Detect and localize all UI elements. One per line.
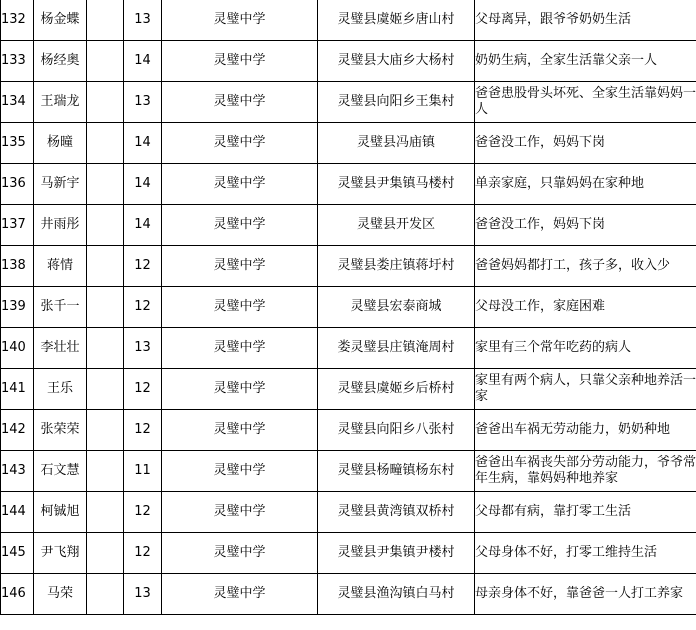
row-index-cell: 142 [1, 410, 34, 451]
situation-note-text: 爸爸出车祸无劳动能力，奶奶种地 [475, 422, 671, 437]
table-row [1, 246, 696, 287]
situation-note-cell [475, 533, 696, 574]
age-cell: 12 [124, 246, 162, 287]
school-cell: 灵璧中学 [162, 205, 318, 246]
age-cell: 14 [124, 123, 162, 164]
age-cell: 12 [124, 369, 162, 410]
student-name-cell: 尹飞翔 [34, 533, 87, 574]
situation-note-cell [475, 492, 696, 533]
age-cell: 12 [124, 533, 162, 574]
student-name-cell: 王瑞龙 [34, 82, 87, 123]
situation-note-text: 父母都有病，靠打零工生活 [475, 504, 632, 519]
row-index-cell: 143 [1, 451, 34, 492]
school-cell: 灵璧中学 [162, 410, 318, 451]
student-name-cell: 张千一 [34, 287, 87, 328]
address-cell: 灵璧县虞姬乡后桥村 [318, 369, 475, 410]
table-row [1, 82, 696, 123]
school-cell: 灵璧中学 [162, 246, 318, 287]
address-cell: 灵璧县向阳乡八张村 [318, 410, 475, 451]
row-index-cell: 134 [1, 82, 34, 123]
age-cell: 11 [124, 451, 162, 492]
student-name-cell: 杨经奥 [34, 41, 87, 82]
school-cell: 灵璧中学 [162, 574, 318, 615]
blank-cell [87, 451, 124, 492]
situation-note-text: 家里有三个常年吃药的病人 [475, 340, 632, 355]
situation-note-cell [475, 287, 696, 328]
blank-cell [87, 369, 124, 410]
address-cell: 灵璧县黄湾镇双桥村 [318, 492, 475, 533]
table-row [1, 287, 696, 328]
row-index-cell: 132 [1, 0, 34, 41]
situation-note-text: 母亲身体不好，靠爸爸一人打工养家 [475, 586, 684, 601]
age-cell: 12 [124, 410, 162, 451]
student-name-cell: 井雨彤 [34, 205, 87, 246]
school-cell: 灵璧中学 [162, 451, 318, 492]
student-name-cell: 马新宇 [34, 164, 87, 205]
school-cell: 灵璧中学 [162, 328, 318, 369]
blank-cell [87, 0, 124, 41]
table-row [1, 123, 696, 164]
blank-cell [87, 123, 124, 164]
student-name-cell: 柯铖旭 [34, 492, 87, 533]
situation-note-cell [475, 123, 696, 164]
row-index-cell: 141 [1, 369, 34, 410]
age-cell: 13 [124, 0, 162, 41]
age-cell: 14 [124, 41, 162, 82]
age-cell: 12 [124, 492, 162, 533]
school-cell: 灵璧中学 [162, 0, 318, 41]
address-cell: 灵璧县尹集镇马楼村 [318, 164, 475, 205]
school-cell: 灵璧中学 [162, 287, 318, 328]
address-cell: 灵璧县渔沟镇白马村 [318, 574, 475, 615]
school-cell: 灵璧中学 [162, 164, 318, 205]
row-index-cell: 140 [1, 328, 34, 369]
blank-cell [87, 164, 124, 205]
situation-note-text: 单亲家庭，只靠妈妈在家种地 [475, 176, 645, 191]
school-cell: 灵璧中学 [162, 41, 318, 82]
blank-cell [87, 328, 124, 369]
age-cell: 14 [124, 205, 162, 246]
situation-note-cell [475, 82, 696, 123]
situation-note-text: 爸爸出车祸丧失部分劳动能力，爷爷常年生病，靠妈妈种地养家 [475, 455, 696, 486]
situation-note-cell [475, 410, 696, 451]
address-cell: 灵璧县向阳乡王集村 [318, 82, 475, 123]
situation-note-text: 父母离异，跟爷爷奶奶生活 [475, 12, 632, 27]
situation-note-cell [475, 41, 696, 82]
blank-cell [87, 492, 124, 533]
situation-note-cell [475, 328, 696, 369]
row-index-cell: 138 [1, 246, 34, 287]
table-row [1, 164, 696, 205]
table-row [1, 533, 696, 574]
address-cell: 灵璧县宏泰商城 [318, 287, 475, 328]
address-cell: 灵璧县虞姬乡唐山村 [318, 0, 475, 41]
blank-cell [87, 574, 124, 615]
student-name-cell: 马荣 [34, 574, 87, 615]
student-name-cell: 王乐 [34, 369, 87, 410]
age-cell: 14 [124, 164, 162, 205]
table-row [1, 410, 696, 451]
student-name-cell: 杨金蝶 [34, 0, 87, 41]
situation-note-cell [475, 0, 696, 41]
age-cell: 13 [124, 574, 162, 615]
situation-note-text: 爸爸妈妈都打工，孩子多，收入少 [475, 258, 671, 273]
situation-note-cell [475, 164, 696, 205]
student-name-cell: 杨曈 [34, 123, 87, 164]
table-body [1, 0, 696, 615]
age-cell: 12 [124, 287, 162, 328]
situation-note-text: 爸爸没工作，妈妈下岗 [475, 135, 606, 150]
blank-cell [87, 246, 124, 287]
situation-note-text: 父母身体不好，打零工维持生活 [475, 545, 658, 560]
student-name-cell: 蒋情 [34, 246, 87, 287]
situation-note-text: 父母没工作，家庭困难 [475, 299, 606, 314]
age-cell: 13 [124, 82, 162, 123]
table-row [1, 41, 696, 82]
situation-note-cell [475, 205, 696, 246]
table-row [1, 369, 696, 410]
situation-note-cell [475, 574, 696, 615]
situation-note-cell [475, 451, 696, 492]
school-cell: 灵璧中学 [162, 492, 318, 533]
blank-cell [87, 82, 124, 123]
blank-cell [87, 41, 124, 82]
situation-note-text: 奶奶生病，全家生活靠父亲一人 [475, 53, 658, 68]
blank-cell [87, 287, 124, 328]
table-row [1, 451, 696, 492]
table-row [1, 492, 696, 533]
row-index-cell: 145 [1, 533, 34, 574]
row-index-cell: 146 [1, 574, 34, 615]
address-cell: 娄灵璧县庄镇淹周村 [318, 328, 475, 369]
blank-cell [87, 410, 124, 451]
situation-note-text: 家里有两个病人，只靠父亲种地养活一家 [475, 373, 696, 404]
school-cell: 灵璧中学 [162, 82, 318, 123]
row-index-cell: 144 [1, 492, 34, 533]
blank-cell [87, 205, 124, 246]
school-cell: 灵璧中学 [162, 123, 318, 164]
school-cell: 灵璧中学 [162, 369, 318, 410]
blank-cell [87, 533, 124, 574]
row-index-cell: 133 [1, 41, 34, 82]
situation-note-text: 爸爸患股骨头坏死、全家生活靠妈妈一人 [475, 86, 696, 117]
row-index-cell: 136 [1, 164, 34, 205]
row-index-cell: 137 [1, 205, 34, 246]
age-cell: 13 [124, 328, 162, 369]
row-index-cell: 135 [1, 123, 34, 164]
row-index-cell: 139 [1, 287, 34, 328]
table-row [1, 328, 696, 369]
table-row [1, 205, 696, 246]
situation-note-cell [475, 369, 696, 410]
situation-note-text: 爸爸没工作，妈妈下岗 [475, 217, 606, 232]
student-name-cell: 石文慧 [34, 451, 87, 492]
student-name-cell: 张荣荣 [34, 410, 87, 451]
address-cell: 灵璧县开发区 [318, 205, 475, 246]
address-cell: 灵璧县杨疃镇杨东村 [318, 451, 475, 492]
situation-note-cell [475, 246, 696, 287]
table-row [1, 574, 696, 615]
address-cell: 灵璧县尹集镇尹楼村 [318, 533, 475, 574]
student-name-cell: 李壮壮 [34, 328, 87, 369]
address-cell: 灵璧县冯庙镇 [318, 123, 475, 164]
address-cell: 灵璧县大庙乡大杨村 [318, 41, 475, 82]
table-row [1, 0, 696, 41]
address-cell: 灵璧县娄庄镇蒋圩村 [318, 246, 475, 287]
school-cell: 灵璧中学 [162, 533, 318, 574]
